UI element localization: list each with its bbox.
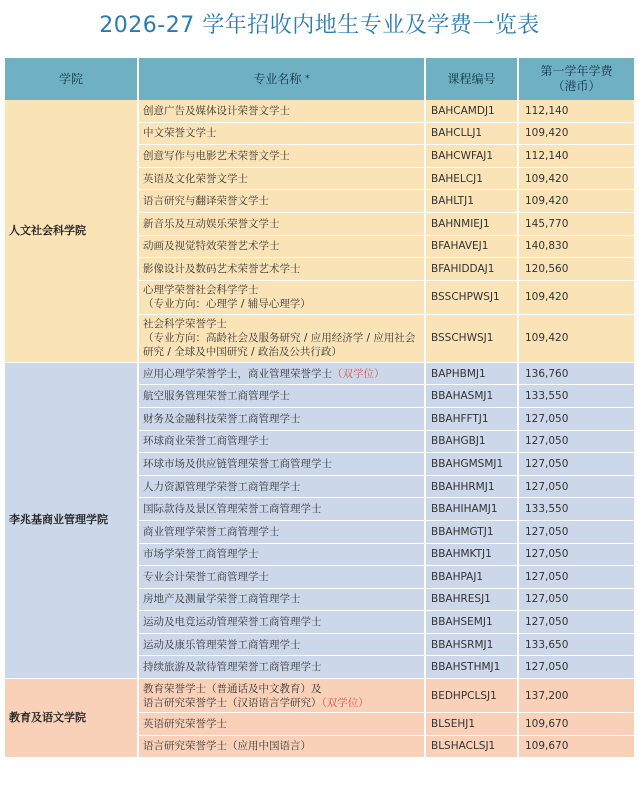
programme-code: BBAHHRMJ1 <box>426 476 519 499</box>
programme-name-cell <box>139 408 426 431</box>
programme-name-cell <box>139 315 426 363</box>
programme-code: BBAHGMSMJ1 <box>426 453 519 476</box>
programme-code: BFAHIDDAJ1 <box>426 258 519 281</box>
programme-code: BAPHBMJ1 <box>426 363 519 386</box>
programme-name: 房地产及测量学荣誉工商管理学士 <box>143 593 301 606</box>
programme-code: BBAHMKTJ1 <box>426 544 519 567</box>
programme-name-cell <box>139 258 426 281</box>
programme-name-cell <box>139 281 426 315</box>
programme-name-cell <box>139 566 426 589</box>
programme-name-cell <box>139 521 426 544</box>
programme-code: BBAHPAJ1 <box>426 566 519 589</box>
programme-code: BSSCHPWSJ1 <box>426 281 519 315</box>
programme-code: BFAHAVEJ1 <box>426 236 519 259</box>
programme-name: 教育荣誉学士（普通话及中文教育）及 <box>143 682 322 695</box>
programme-code: BBAHSRMJ1 <box>426 634 519 657</box>
programme-name-cell <box>139 145 426 168</box>
programme-name: 创意广告及媒体设计荣誉文学士 <box>143 104 290 117</box>
programme-code: BBAHSEMJ1 <box>426 611 519 634</box>
header-faculty: 学院 <box>5 58 139 100</box>
programme-code: BLSHACLSJ1 <box>426 736 519 759</box>
programme-name-cell <box>139 736 426 759</box>
programme-name: 社会科学荣誉学士 <box>143 318 227 331</box>
programme-name-cell <box>139 476 426 499</box>
programme-code: BLSEHJ1 <box>426 713 519 736</box>
programme-name: 持续旅游及款待管理荣誉工商管理学士 <box>143 661 322 674</box>
faculty-cell: 李兆基商业管理学院 <box>5 363 139 679</box>
programme-code: BAHLTJ1 <box>426 190 519 213</box>
programme-name-cell <box>139 656 426 679</box>
first-year-fee: 133,550 <box>519 498 634 521</box>
first-year-fee: 112,140 <box>519 145 634 168</box>
programme-code: BAHCWFAJ1 <box>426 145 519 168</box>
programme-name: 财务及金融科技荣誉工商管理学士 <box>143 412 301 425</box>
programme-name: 国际款待及景区管理荣誉工商管理学士 <box>143 503 322 516</box>
first-year-fee: 127,050 <box>519 431 634 454</box>
first-year-fee: 145,770 <box>519 213 634 236</box>
programme-code: BBAHGBJ1 <box>426 431 519 454</box>
first-year-fee: 127,050 <box>519 544 634 567</box>
programme-name-cell <box>139 236 426 259</box>
programme-name-cell <box>139 431 426 454</box>
dual-degree-tag: （双学位） <box>332 367 385 380</box>
first-year-fee: 109,420 <box>519 123 634 146</box>
first-year-fee: 127,050 <box>519 611 634 634</box>
programme-code: BAHNMIEJ1 <box>426 213 519 236</box>
programme-name-cell <box>139 190 426 213</box>
faculty-cell: 教育及语文学院 <box>5 679 139 758</box>
programme-name: 语言研究荣誉学士（应用中国语言） <box>143 740 311 753</box>
programme-subtext: （专业方向：心理学 / 辅导心理学） <box>143 298 311 311</box>
programme-code: BAHELCJ1 <box>426 168 519 191</box>
table-row <box>5 100 634 123</box>
first-year-fee: 127,050 <box>519 476 634 499</box>
first-year-fee: 109,670 <box>519 713 634 736</box>
first-year-fee: 109,420 <box>519 281 634 315</box>
page-title: 2026-27 学年招收内地生专业及学费一览表 <box>99 13 540 38</box>
programme-code: BSSCHWSJ1 <box>426 315 519 363</box>
programme-name-cell <box>139 611 426 634</box>
programme-name-cell <box>139 498 426 521</box>
programme-code: BBAHRESJ1 <box>426 589 519 612</box>
first-year-fee: 140,830 <box>519 236 634 259</box>
programme-name-cell <box>139 385 426 408</box>
programme-name: 创意写作与电影艺术荣誉文学士 <box>143 149 290 162</box>
header-programme: 专业名称 * <box>139 58 426 100</box>
programme-name: 环球市场及供应链管理荣誉工商管理学士 <box>143 457 332 470</box>
programme-name: 影像设计及数码艺术荣誉艺术学士 <box>143 262 301 275</box>
programme-code: BAHCLLJ1 <box>426 123 519 146</box>
programme-name: 动画及视觉特效荣誉艺术学士 <box>143 240 280 253</box>
programme-subtext: 语言研究荣誉学士（汉语语言学研究） <box>143 696 322 709</box>
programme-table <box>5 58 634 758</box>
programme-name-cell <box>139 453 426 476</box>
programme-name-cell <box>139 123 426 146</box>
first-year-fee: 133,550 <box>519 385 634 408</box>
programme-name: 新音乐及互动娱乐荣誉文学士 <box>143 217 280 230</box>
programme-name: 英语及文化荣誉文学士 <box>143 172 248 185</box>
first-year-fee: 127,050 <box>519 656 634 679</box>
first-year-fee: 133,650 <box>519 634 634 657</box>
first-year-fee: 120,560 <box>519 258 634 281</box>
programme-code: BBAHSTHMJ1 <box>426 656 519 679</box>
programme-subtext: （专业方向：高龄社会及服务研究 / 应用经济学 / 应用社会研究 / 全球及中国研究 / 政治及公共行政） <box>143 332 416 359</box>
first-year-fee: 137,200 <box>519 679 634 713</box>
first-year-fee: 127,050 <box>519 566 634 589</box>
programme-name: 航空服务管理荣誉工商管理学士 <box>143 390 290 403</box>
programme-name: 心理学荣誉社会科学学士 <box>143 284 259 297</box>
first-year-fee: 136,760 <box>519 363 634 386</box>
programme-name: 应用心理学荣誉学士，商业管理荣誉学士 <box>143 367 332 380</box>
programme-name: 专业会计荣誉工商管理学士 <box>143 570 269 583</box>
programme-code: BAHCAMDJ1 <box>426 100 519 123</box>
programme-name-cell <box>139 213 426 236</box>
faculty-cell: 人文社会科学院 <box>5 100 139 363</box>
first-year-fee: 112,140 <box>519 100 634 123</box>
header-row <box>5 58 634 100</box>
first-year-fee: 109,420 <box>519 190 634 213</box>
table-row <box>5 679 634 713</box>
programme-name-cell <box>139 363 426 386</box>
programme-name: 英语研究荣誉学士 <box>143 717 227 730</box>
first-year-fee: 109,670 <box>519 736 634 759</box>
programme-name-cell <box>139 100 426 123</box>
header-fee: 第一学年学费 （港币） <box>519 58 634 100</box>
programme-name: 中文荣誉文学士 <box>143 127 217 140</box>
programme-name: 环球商业荣誉工商管理学士 <box>143 435 269 448</box>
programme-code: BBAHIHAMJ1 <box>426 498 519 521</box>
programme-name-cell <box>139 589 426 612</box>
programme-name: 运动及康乐管理荣誉工商管理学士 <box>143 638 301 651</box>
programme-code: BBAHASMJ1 <box>426 385 519 408</box>
first-year-fee: 109,420 <box>519 168 634 191</box>
table-row <box>5 363 634 386</box>
programme-name-cell <box>139 168 426 191</box>
first-year-fee: 109,420 <box>519 315 634 363</box>
programme-code: BBAHFFTJ1 <box>426 408 519 431</box>
first-year-fee: 127,050 <box>519 589 634 612</box>
programme-name: 语言研究与翻译荣誉文学士 <box>143 195 269 208</box>
programme-name: 人力资源管理学荣誉工商管理学士 <box>143 480 301 493</box>
programme-name-cell <box>139 679 426 713</box>
first-year-fee: 127,050 <box>519 521 634 544</box>
header-code: 课程编号 <box>426 58 519 100</box>
first-year-fee: 127,050 <box>519 408 634 431</box>
programme-name: 商业管理学荣誉工商管理学士 <box>143 525 280 538</box>
programme-code: BEDHPCLSJ1 <box>426 679 519 713</box>
programme-name-cell <box>139 713 426 736</box>
programme-name-cell <box>139 544 426 567</box>
programme-name-cell <box>139 634 426 657</box>
programme-code: BBAHMGTJ1 <box>426 521 519 544</box>
dual-degree-tag: （双学位） <box>321 696 369 709</box>
programme-name: 运动及电竞运动管理荣誉工商管理学士 <box>143 616 322 629</box>
programme-name: 市场学荣誉工商管理学士 <box>143 548 259 561</box>
header-asterisk: * <box>305 73 310 84</box>
first-year-fee: 127,050 <box>519 453 634 476</box>
